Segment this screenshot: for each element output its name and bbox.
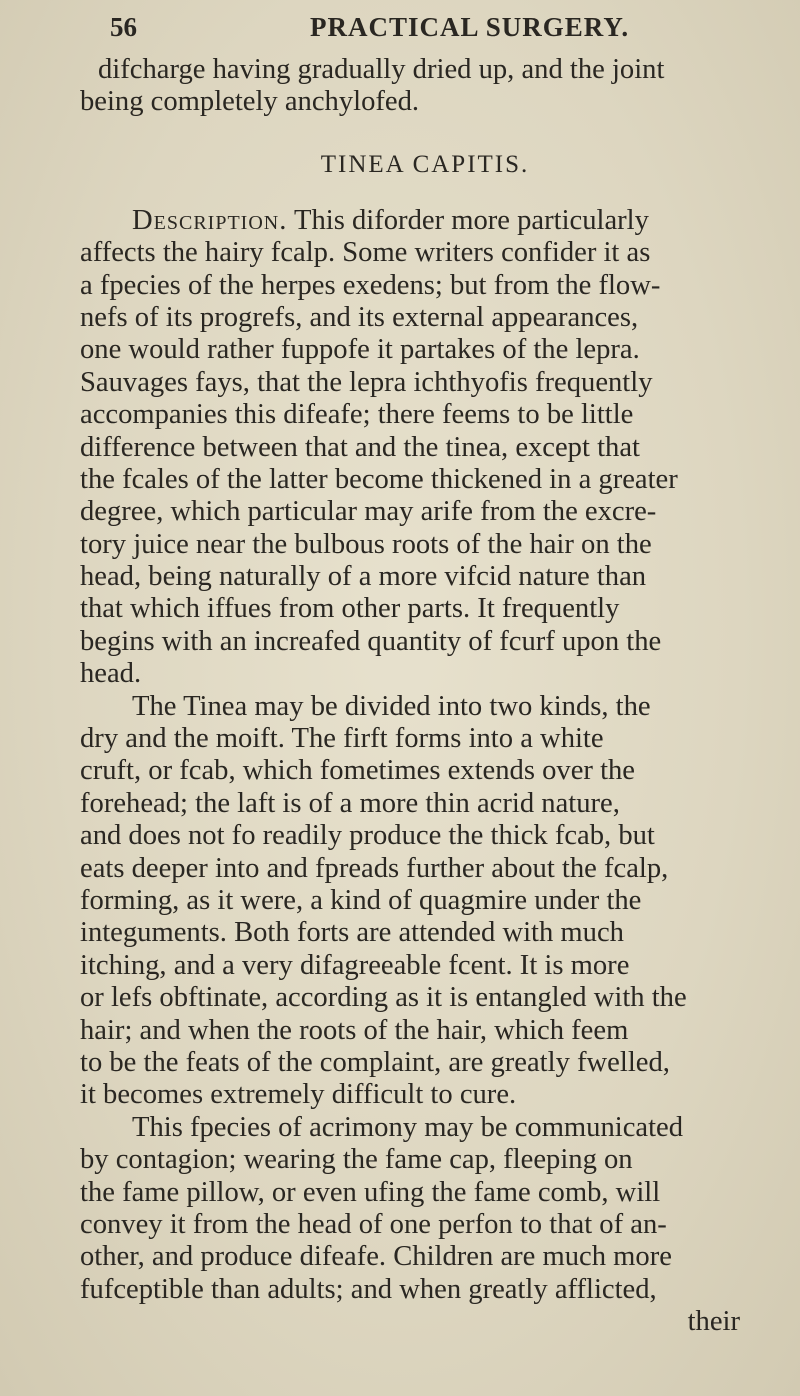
text-line: fufceptible than adults; and when greatly afflicted, (80, 1273, 657, 1305)
paragraph-opening (80, 205, 770, 237)
body-text (80, 54, 770, 1338)
catchword: their (687, 1306, 740, 1338)
text-line: or lefs obftinate, according as it is entangled with the (80, 982, 687, 1014)
text-line: head, being naturally of a more vifcid nature than (80, 561, 647, 593)
text-line: convey it from the head of one perfon to that of an- (80, 1208, 667, 1240)
text-line: to be the feats of the complaint, are greatly fwelled, (80, 1046, 670, 1078)
text-line: This fpecies of acrimony may be communicated (132, 1111, 684, 1143)
text-line: degree, which particular may arife from the excre- (80, 496, 657, 528)
text-line: tory juice near the bulbous roots of the hair on the (80, 528, 652, 560)
section-title: TINEA CAPITIS. (320, 150, 530, 178)
text-line: integuments. Both forts are attended with much (80, 917, 624, 949)
text-line: forming, as it were, a kind of quagmire under the (80, 884, 642, 916)
text-line: dry and the moift. The firft forms into a white (80, 723, 604, 755)
text-line: Sauvages fays, that the lepra ichthyofis frequently (80, 366, 653, 398)
text-line: This diforder more particularly (294, 204, 649, 236)
text-line: The Tinea may be divided into two kinds, the (132, 690, 651, 722)
page-number: 56 (110, 12, 137, 42)
text-line: itching, and a very difagreeable fcent. It is more (80, 949, 630, 981)
text-line: cruft, or fcab, which fometimes extends over the (80, 755, 635, 787)
running-head: PRACTICAL SURGERY. (310, 12, 630, 42)
text-line: a fpecies of the herpes exedens; but from the flow- (80, 269, 661, 301)
text-line: nefs of its progrefs, and its external appearances, (80, 301, 639, 333)
text-line: the fcales of the latter become thickened in a greater (80, 463, 678, 495)
text-line: the fame pillow, or even ufing the fame comb, will (80, 1176, 661, 1208)
text-line: accompanies this difeafe; there feems to be little (80, 399, 634, 431)
text-line: head. (80, 658, 142, 690)
text-line: eats deeper into and fpreads further about the fcalp, (80, 852, 669, 884)
text-line: difference between that and the tinea, except that (80, 431, 640, 463)
text-line: hair; and when the roots of the hair, which feem (80, 1014, 629, 1046)
page-header (110, 12, 670, 52)
description-label: Description. (132, 204, 288, 236)
text-line: forehead; the laft is of a more thin acrid nature, (80, 787, 620, 819)
text-line: difcharge having gradually dried up, and the joint (98, 54, 665, 85)
text-line: and does not fo readily produce the thick fcab, but (80, 820, 655, 852)
text-line: begins with an increafed quantity of fcurf upon the (80, 625, 662, 657)
text-line: one would rather fuppofe it partakes of the lepra. (80, 334, 640, 366)
text-line: affects the hairy fcalp. Some writers confider it as (80, 237, 651, 269)
text-line: that which iffues from other parts. It frequently (80, 593, 620, 625)
text-line: it becomes extremely difficult to cure. (80, 1079, 517, 1111)
text-line: being completely anchylofed. (80, 86, 420, 118)
text-line: other, and produce difeafe. Children are much more (80, 1241, 672, 1273)
text-line: by contagion; wearing the fame cap, fleeping on (80, 1144, 633, 1176)
